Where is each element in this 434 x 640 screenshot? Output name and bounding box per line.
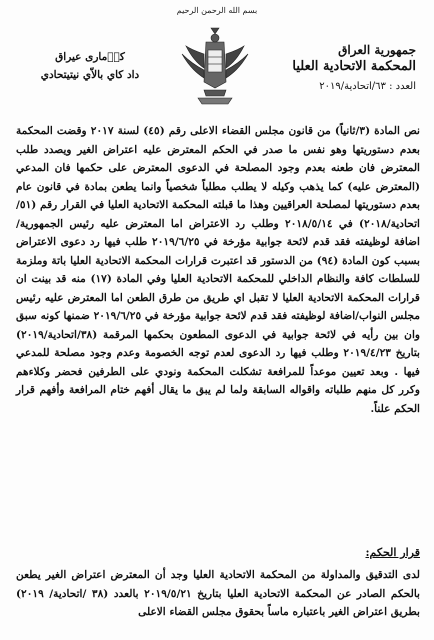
case-number: العدد : ٦٣/اتحادية/٢٠١٩ <box>319 81 416 92</box>
country-name: جمهورية العراق <box>338 43 416 57</box>
basmala: بسم الله الرحمن الرحيم <box>176 6 258 15</box>
judgment-body <box>16 122 420 418</box>
header-right <box>266 42 416 95</box>
court-name: المحكمة الاتحادية العليا <box>292 59 416 74</box>
eagle-emblem-icon <box>178 24 252 110</box>
verdict-paragraph: لدى التدقيق والمداولة من المحكمة الاتحادية العليا وجد أن المعترض اعتراض الغير يطعن بالحكم الصادر عن المحكمة الاتحادية العليا بتاريخ ٢٠١٩/٥/٢١ بالعدد (٣٨ /اتحادية/ ٢٠١٩) بطريق اعتراض الغير باعتباره ماساً بحقوق مجلس القضاء الاعلى <box>16 569 421 618</box>
verdict-body <box>16 566 420 622</box>
country-name-kurdish: كو٘مارى عيراق <box>55 51 125 63</box>
header-left <box>20 48 160 84</box>
body-paragraph: نص المادة (٣/ثانياً) من قانون مجلس القضاء الاعلى رقم (٤٥) لسنة ٢٠١٧ وقضت المحكمة بعدم دستوريتها وهو نفس ما صدر في الحكم المعترض عليه اعتراض الغير ويصدد طلب المعترض فان طعنه بعدم وجود المصلحة في الدعوى المعترض على حكمها فان المدعي (المعترض عليه) كما يذهب وكيله لا يطلب مطلباً شخصياً وانما يطعن بمادة في قانون عام بعدم دستوريتها لمصلحة العراقيين وهذا ما قبلته المحكمة الاتحادية العليا في القرار رقم (٥١/اتحادية/٢٠١٨) في ٢٠١٨/٥/١٤ وطلب رد الاعتراض اما المعترض عليه رئيس الجمهورية/اضافة لوظيفته فقد قدم لائحة جوابية مؤرخة في ٢٠١٩/٦/٢٥ طلب فيها رد دعوى الاعتراض بسبب كون المادة (٩٤) من الدستور قد اعتبرت قرارات المحكمة الاتحادية العليا باتة وملزمة للسلطات كافة والنظام الداخلي للمحكمة الاتحادية العليا وفي المادة (١٧) منه قد بينت ان قرارات المحكمة الاتحادية العليا لا تقبل اي طريق من طرق الطعن اما المعترض عليه رئيس مجلس النواب/اضافة لوظيفته فقد قدم لائحة جوابية مؤرخة في ٢٠١٩/٦/٢٥ ضمنها كونه سبق وان بين رأيه في لائحة جوابية في الدعوى المطعون بحكمها المرقمة (٣٨/اتحادية/٢٠١٩) بتاريخ ٢٠١٩/٤/٢٣ وطلب فيها رد الدعوى لعدم توجه الخصومة وعدم وجود مصلحة للمدعي فيها . وبعد تعيين موعداً للمرافعة تشكلت المحكمة ونودي على الطرفين فحضر وكلاءهم وكرر كل منهم طلباته واقواله السابقة ولما لم يبق ما يقال أفهم ختام المرافعة وأفهم قرار الحكم علناً. <box>16 125 421 415</box>
court-name-kurdish: داد كاي بالاّي نيتيتحادي <box>40 69 140 81</box>
verdict-heading: قرار الحكم: <box>365 546 420 559</box>
